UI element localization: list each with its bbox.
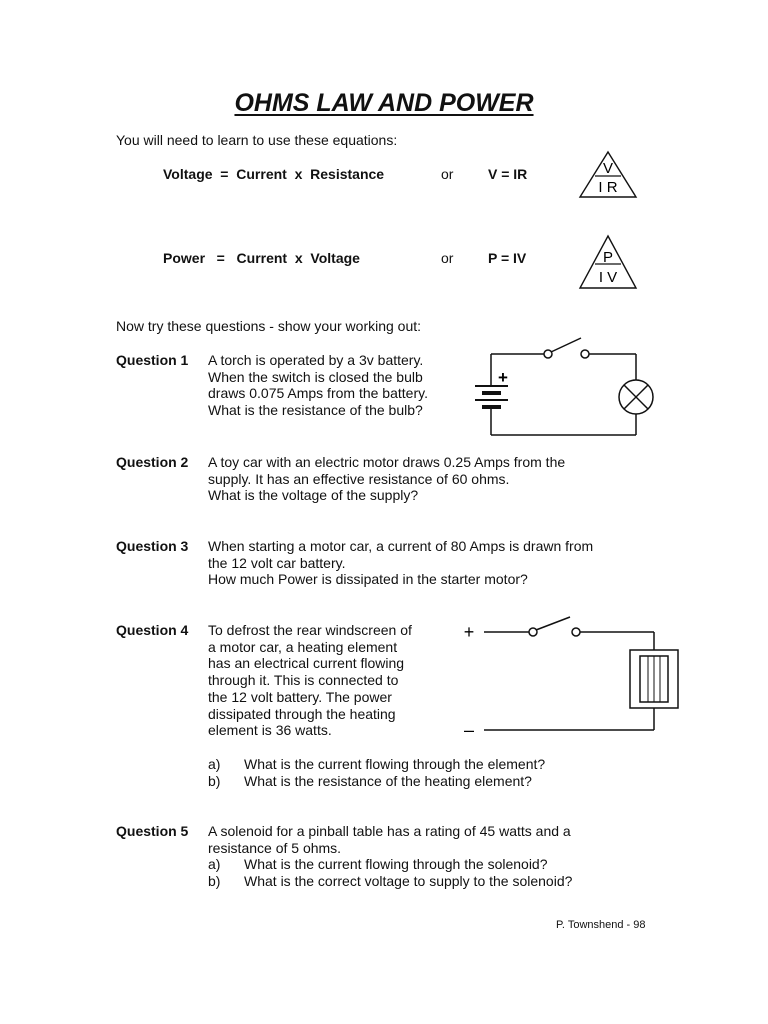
question-3-label: Question 3 <box>116 538 189 554</box>
equation-1-or: or <box>441 166 454 182</box>
question-4-parts <box>208 756 545 789</box>
question-4-line: the 12 volt battery. The power <box>208 688 392 705</box>
question-3-line: the 12 volt car battery. <box>208 554 346 571</box>
question-4-line: To defrost the rear windscreen of <box>208 622 412 638</box>
triangle-top-p: P <box>602 249 614 266</box>
question-5-text <box>208 823 572 890</box>
part-text: What is the correct voltage to supply to the solenoid? <box>244 873 573 890</box>
minus-terminal-sign: – <box>463 720 475 740</box>
battery-plus-sign: + <box>498 368 508 387</box>
part-letter: a) <box>208 756 221 772</box>
vir-triangle <box>578 150 638 198</box>
question-2-line: supply. It has an effective resistance of 60 ohms. <box>208 470 510 487</box>
question-5-label: Question 5 <box>116 823 189 839</box>
equation-1-short: V = IR <box>488 166 528 182</box>
intro-text: You will need to learn to use these equations: <box>116 132 398 148</box>
piv-triangle <box>578 234 638 290</box>
question-4-line: through it. This is connected to <box>208 672 399 689</box>
question-1-line: A torch is operated by a 3v battery. <box>208 352 424 368</box>
question-1-text <box>208 352 428 419</box>
page-title: OHMS LAW AND POWER <box>234 89 534 117</box>
part-letter: a) <box>208 856 221 873</box>
triangle-bottom-iv: I V <box>598 269 618 286</box>
question-3-text <box>208 538 593 588</box>
part-text: What is the current flowing through the solenoid? <box>244 856 548 873</box>
part-text: What is the current flowing through the element? <box>244 756 546 772</box>
footer-author: P. Townshend - 98 <box>556 919 646 931</box>
equation-2-or: or <box>441 250 454 266</box>
question-5-line: A solenoid for a pinball table has a rating of 45 watts and a <box>208 823 571 839</box>
equation-2-formula: Power = Current x Voltage <box>163 250 360 266</box>
question-4-line: dissipated through the heating <box>208 705 396 722</box>
question-4-line: has an electrical current flowing <box>208 655 405 672</box>
question-3-line: When starting a motor car, a current of 80 Amps is drawn from <box>208 538 594 554</box>
triangle-top-v: V <box>602 160 614 177</box>
triangle-bottom-ir: I R <box>598 179 618 196</box>
question-2-line: A toy car with an electric motor draws 0.25 Amps from the <box>208 454 566 470</box>
question-4-label: Question 4 <box>116 622 189 638</box>
part-text: What is the resistance of the heating element? <box>244 772 532 789</box>
question-5-part-b <box>208 873 572 890</box>
question-4-part-a <box>208 756 545 773</box>
question-4-part-b <box>208 773 545 790</box>
question-4-line: a motor car, a heating element <box>208 638 398 655</box>
question-2-text <box>208 454 565 504</box>
heater-circuit-diagram <box>458 612 668 742</box>
question-1-line: When the switch is closed the bulb <box>208 368 423 385</box>
question-1-line: draws 0.075 Amps from the battery. <box>208 385 428 402</box>
equation-1-formula: Voltage = Current x Resistance <box>163 166 385 182</box>
question-5-line: resistance of 5 ohms. <box>208 839 342 856</box>
question-1-line: What is the resistance of the bulb? <box>208 402 423 419</box>
part-letter: b) <box>208 772 221 789</box>
torch-circuit-diagram <box>470 335 670 445</box>
question-3-line: How much Power is dissipated in the starter motor? <box>208 571 528 588</box>
question-1-label: Question 1 <box>116 352 189 368</box>
question-5-part-a <box>208 856 572 873</box>
question-4-line: element is 36 watts. <box>208 722 332 739</box>
part-letter: b) <box>208 873 221 890</box>
plus-terminal-sign: + <box>463 622 475 642</box>
question-2-line: What is the voltage of the supply? <box>208 487 419 504</box>
equation-2-short: P = IV <box>488 250 527 266</box>
question-4-text <box>208 622 412 739</box>
instruction-text: Now try these questions - show your working out: <box>116 318 422 334</box>
question-2-label: Question 2 <box>116 454 189 470</box>
